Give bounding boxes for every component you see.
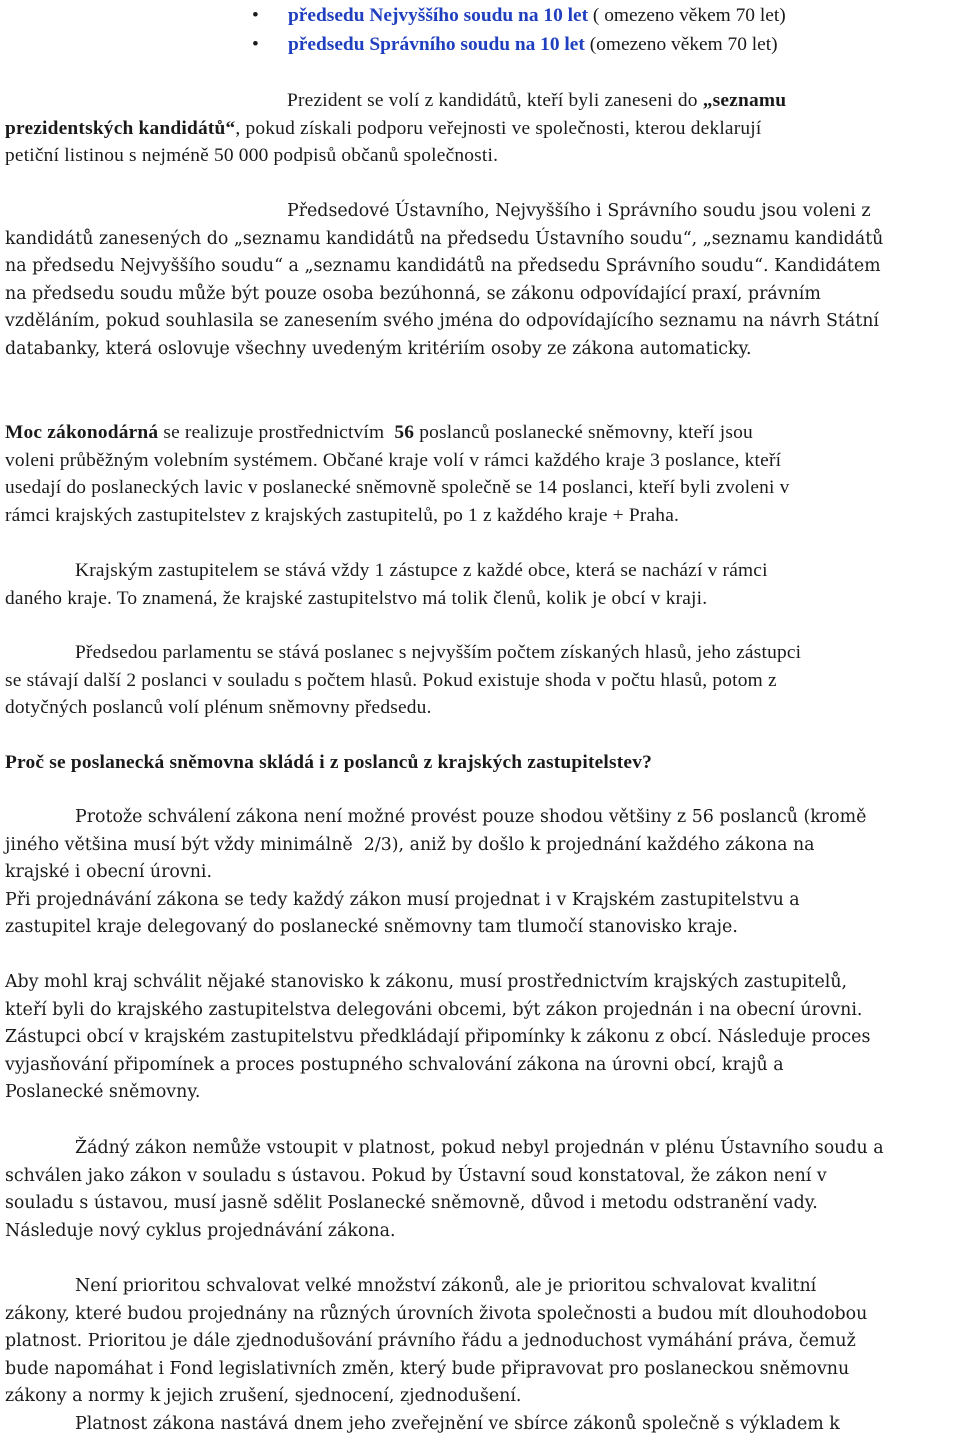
paragraph-regional <box>5 557 955 612</box>
text-line: se stávají další 2 poslanci v souladu s počtem hlasů. Pokud existuje shoda v počtu hlasů, potom z <box>5 669 777 691</box>
paragraph-priority <box>5 1273 955 1438</box>
text-line: vyjasňování připomínek a proces postupného schvalování zákona na úrovni obcí, krajů a <box>5 1054 784 1075</box>
section-heading <box>5 749 955 777</box>
text-line: na předsedu Nejvyššího soudu“ a „seznamu kandidátů na předsedu Správního soudu“. Kandidátem <box>5 256 881 276</box>
text-line: vzděláním, pokud souhlasila se zanesením svého jména do odpovídajícího seznamu na návrh Státní <box>5 311 879 331</box>
bullet-item <box>250 2 786 31</box>
text-line: zákony, které budou projednány na různých úrovních života společnosti a budou mít dlouhodobou <box>5 1303 868 1324</box>
paragraph-chairman <box>5 639 955 722</box>
paragraph-courts <box>5 198 955 363</box>
text-line: rámci krajských zastupitelstev z krajských zastupitelů, po 1 z každého kraje + Praha. <box>5 504 680 526</box>
text-line: zákony a normy k jejich zrušení, sjednocení, zjednodušení. <box>5 1386 522 1406</box>
bullet-text: ( omezeno věkem 70 let) <box>588 5 786 26</box>
text-line: Protože schválení zákona není možné provést pouze shodou většiny z 56 poslanců (kromě <box>75 807 867 827</box>
text-line: Předsedou parlamentu se stává poslanec s nejvyšším počtem získaných hlasů, jeho zástupci <box>75 642 802 663</box>
bullet-bold-text: předsedu Správního soudu na 10 let <box>288 33 585 55</box>
text-line: na předsedu soudu může být pouze osoba bezúhonná, se zákonu odpovídající praxí, právním <box>5 283 821 304</box>
heading-text: Proč se poslanecká sněmovna skládá i z poslanců z krajských zastupitelstev? <box>5 752 653 773</box>
bold-term: Moc zákonodárná <box>5 422 159 443</box>
text-line: Platnost zákona nastává dnem jeho zveřejnění ve sbírce zákonů společně s výkladem k <box>75 1413 840 1434</box>
text-line: daného kraje. To znamená, že krajské zastupitelstvo má tolik členů, kolik je obcí v kraji. <box>5 587 708 609</box>
paragraph-constitutional <box>5 1135 955 1245</box>
bullet-bold-text: předsedu Nejvyššího soudu na 10 let <box>288 5 589 26</box>
paragraph-legislative <box>5 419 955 529</box>
text-line: kteří byli do krajského zastupitelstva delegováni obcemi, být zákon projednán i na obecní úrovni. <box>5 999 863 1020</box>
bullet-item <box>250 31 786 60</box>
text-line: databanky, která oslovuje všechny uvedeným kritériím osoby ze zákona automaticky. <box>5 338 752 359</box>
text-line: petiční listinou s nejméně 50 000 podpisů občanů společnosti. <box>5 145 499 166</box>
text-line: dotyčných poslanců volí plénum sněmovny předsedu. <box>5 697 432 718</box>
text-line: Není prioritou schvalovat velké množství zákonů, ale je prioritou schvalovat kvalitní <box>75 1276 817 1296</box>
text-line: , pokud získali podporu veřejnosti ve společnosti, kterou deklarují <box>235 117 762 139</box>
paragraph-president <box>5 87 955 170</box>
text-line: Předsedové Ústavního, Nejvyššího i Správního soudu jsou voleni z <box>287 201 871 221</box>
text-line: Zástupci obcí v krajském zastupitelstvu předkládají připomínky k zákonu z obcí. Následuje proces <box>5 1027 871 1047</box>
text-line: schválen jako zákon v souladu s ústavou. Pokud by Ústavní soud konstatoval, že zákon není v <box>5 1165 827 1186</box>
bold-term: prezidentských kandidátů“ <box>5 117 236 139</box>
bold-term: „seznamu <box>702 90 787 111</box>
text-line: krajské i obecní úrovni. <box>5 862 213 882</box>
text-line: Žádný zákon nemůže vstoupit v platnost, pokud nebyl projednán v plénu Ústavního soudu a <box>75 1138 884 1158</box>
text-line: souladu s ústavou, musí jasně sdělit Poslanecké sněmovně, důvod i metodu odstranění vady. <box>5 1193 818 1213</box>
paragraph-why <box>5 804 955 942</box>
text-line: Aby mohl kraj schválit nějaké stanovisko k zákonu, musí prostřednictvím krajských zastupitelů, <box>5 972 848 992</box>
text-line: Při projednávání zákona se tedy každý zákon musí projednat i v Krajském zastupitelstvu a <box>5 889 800 910</box>
text-line: se realizuje prostřednictvím <box>158 422 395 443</box>
text-line: voleni průběžným volebním systémem. Občané kraje volí v rámci každého kraje 3 poslance, kteří <box>5 449 782 471</box>
text-line: Krajským zastupitelem se stává vždy 1 zástupce z každé obce, která se nachází v rámci <box>75 560 768 581</box>
text-line: usedají do poslaneckých lavic v poslanecké sněmovně společně se 14 poslanci, kteří byli zvoleni v <box>5 477 790 498</box>
text-line: platnost. Prioritou je dále zjednodušování právního řádu a jednoduchost vymáhání práva, čemuž <box>5 1331 856 1351</box>
bold-number: 56 <box>394 422 415 443</box>
paragraph-region-approval <box>5 969 955 1107</box>
text-line: Prezident se volí z kandidátů, kteří byli zaneseni do <box>287 90 703 111</box>
bullet-text: (omezeno věkem 70 let) <box>584 33 778 55</box>
text-line: jiného většina musí být vždy minimálně 2/3), aniž by došlo k projednání každého zákona na <box>5 834 815 855</box>
text-line: bude napomáhat i Fond legislativních změn, který bude připravovat pro poslaneckou sněmovnu <box>5 1358 850 1379</box>
text-line: Následuje nový cyklus projednávání zákona. <box>5 1220 396 1241</box>
text-line: Poslanecké sněmovny. <box>5 1082 201 1102</box>
text-line: poslanců poslanecké sněmovny, kteří jsou <box>414 422 753 443</box>
bullet-list <box>250 2 786 59</box>
text-line: kandidátů zanesených do „seznamu kandidátů na předsedu Ústavního soudu“, „seznamu kandidátů <box>5 228 884 249</box>
text-line: zastupitel kraje delegovaný do poslanecké sněmovny tam tlumočí stanovisko kraje. <box>5 917 738 937</box>
